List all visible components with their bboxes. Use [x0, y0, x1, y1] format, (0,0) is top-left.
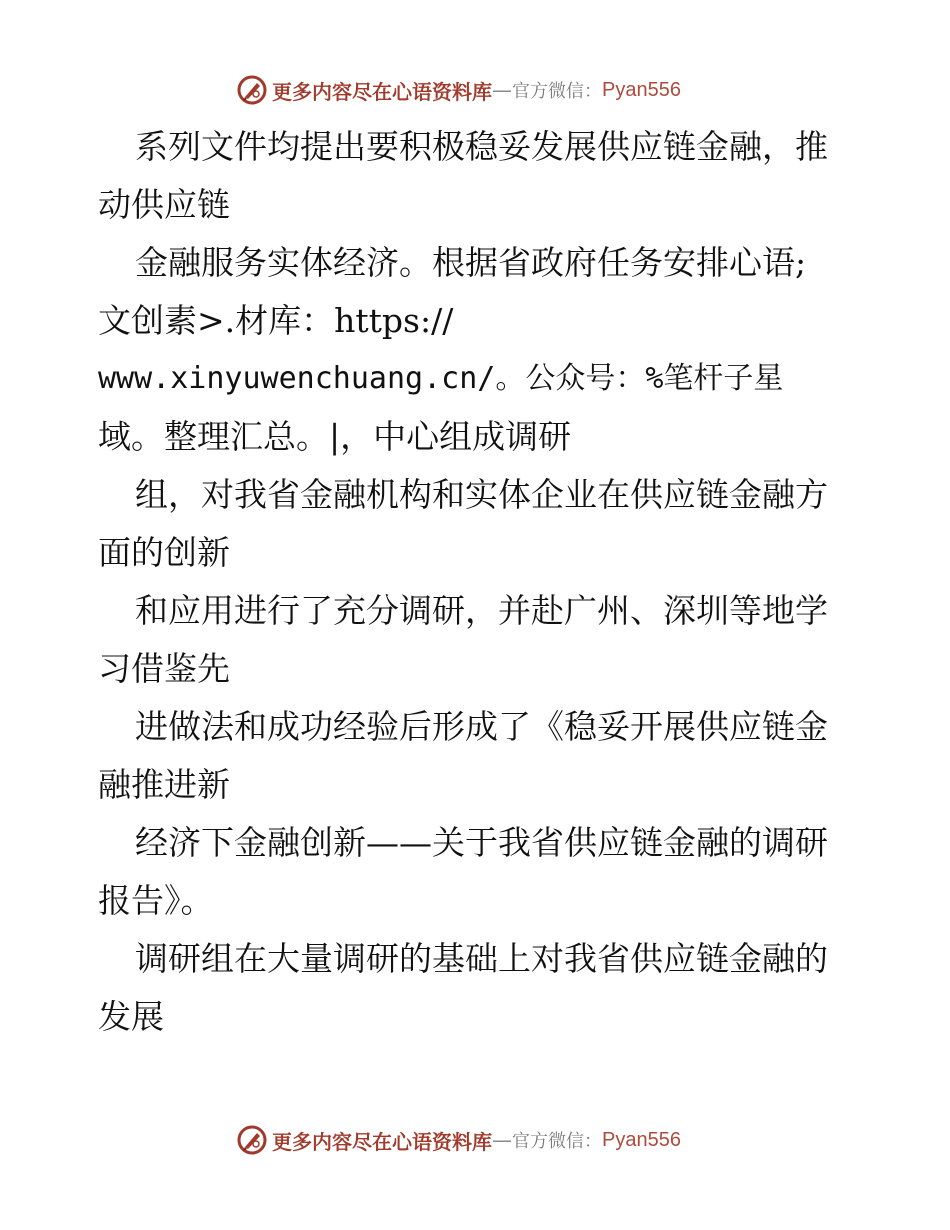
watermark-wechat-label: 官方微信： — [512, 1131, 602, 1152]
text-line: 调研组在大量调研的基础上对我省供应链金融的 — [135, 939, 828, 978]
text-line: 习借鉴先 — [98, 649, 230, 688]
text-line: 经济下金融创新——关于我省供应链金融的调研 — [135, 823, 828, 862]
watermark-handle: Pyan556 — [602, 78, 681, 101]
watermark-dash: — — [492, 78, 512, 102]
watermark-brand: 更多内容尽在心语资料库 — [272, 1129, 492, 1154]
text-line: 融推进新 — [98, 765, 230, 804]
text-line: www.xinyuwenchuang.cn/。公众号：%笔杆子星 — [98, 361, 784, 396]
watermark-wechat-label: 官方微信： — [512, 81, 602, 102]
watermark-brand: 更多内容尽在心语资料库 — [272, 79, 492, 104]
header-watermark-banner — [236, 73, 681, 107]
watermark-handle: Pyan556 — [602, 1128, 681, 1151]
text-line: 动供应链 — [98, 185, 230, 224]
text-line: 面的创新 — [98, 533, 230, 572]
document-body — [98, 118, 858, 1046]
text-line: 发展 — [98, 997, 164, 1036]
text-line: 进做法和成功经验后形成了《稳妥开展供应链金 — [135, 707, 828, 746]
text-line: 系列文件均提出要积极稳妥发展供应链金融，推 — [135, 127, 828, 166]
text-line: 文创素>.材库：https:// — [98, 301, 454, 340]
text-line: 域。整理汇总。|，中心组成调研 — [98, 417, 572, 456]
text-line: 报告》。 — [98, 881, 214, 920]
text-line: 金融服务实体经济。根据省政府任务安排心语; — [135, 243, 807, 282]
text-line: 和应用进行了充分调研，并赴广州、深圳等地学 — [135, 591, 828, 630]
text-line: 组，对我省金融机构和实体企业在供应链金融方 — [135, 475, 828, 514]
watermark-dash: — — [492, 1128, 512, 1152]
pen-logo-icon — [236, 74, 268, 106]
pen-logo-icon — [236, 1124, 268, 1156]
footer-watermark-banner — [236, 1123, 681, 1157]
